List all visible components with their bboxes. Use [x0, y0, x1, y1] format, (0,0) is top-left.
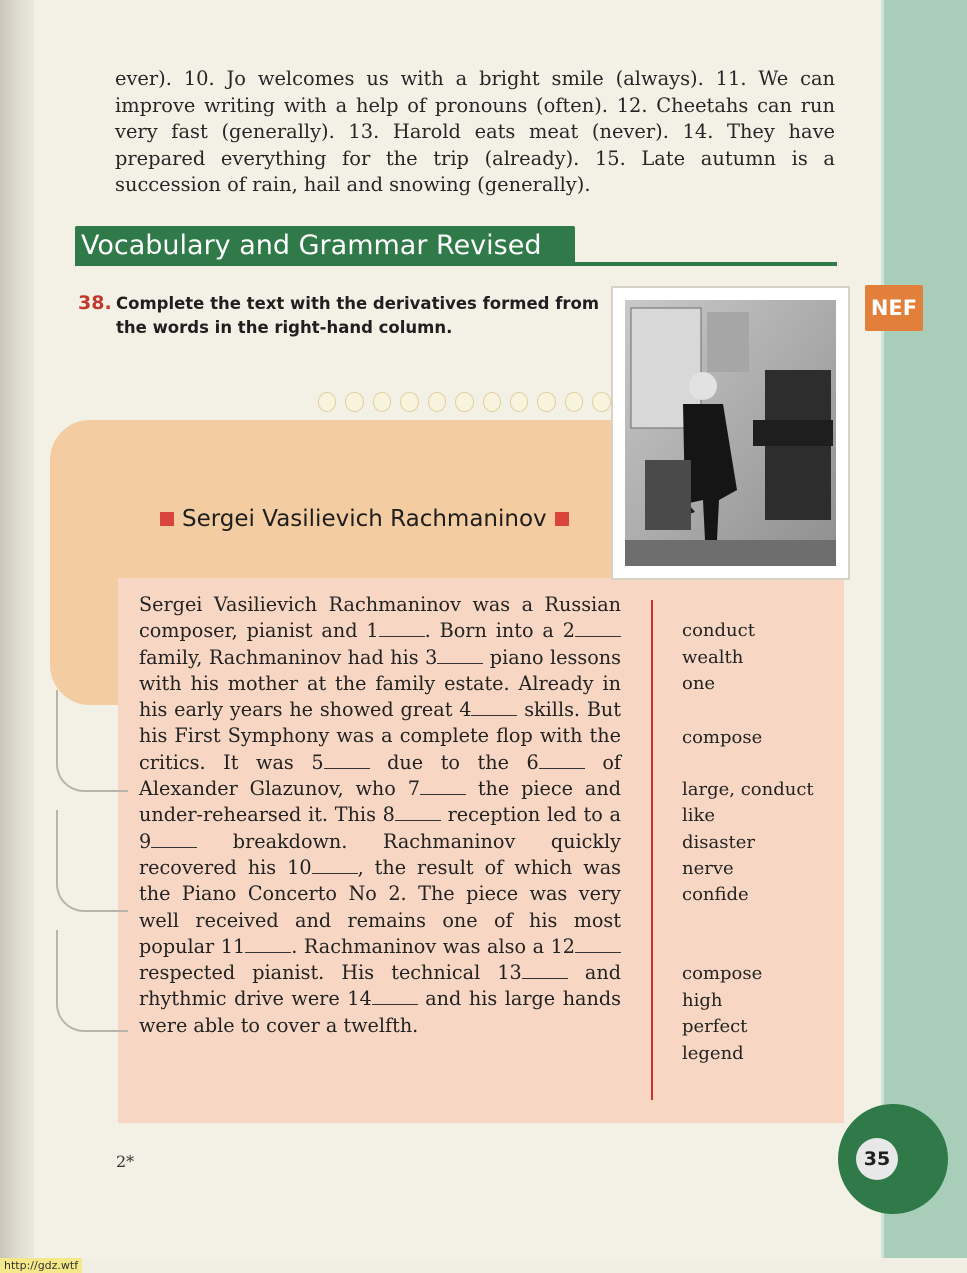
decorative-tab — [56, 810, 128, 912]
word-item: high — [682, 990, 723, 1011]
panel-title — [160, 506, 569, 532]
gap-6[interactable] — [539, 751, 585, 769]
column-divider — [651, 600, 653, 1100]
exercise-number: 38. — [78, 292, 112, 314]
decorative-tab — [56, 930, 128, 1032]
gap-2[interactable] — [575, 619, 621, 637]
word-item: perfect — [682, 1016, 748, 1037]
source-link[interactable]: http://gdz.wtf — [0, 1258, 82, 1273]
word-item: legend — [682, 1043, 744, 1064]
word-item: large, conduct — [682, 779, 814, 800]
rachmaninov-photo — [613, 288, 848, 578]
book-binding-shadow — [0, 0, 34, 1258]
page-number: 35 — [856, 1138, 898, 1180]
section-title: Vocabulary and Grammar Revised — [75, 226, 575, 266]
square-bullet-icon — [160, 512, 174, 526]
gap-3[interactable] — [437, 645, 483, 663]
exercise-instruction: Complete the text with the derivatives formed from the words in the right-hand column. — [116, 294, 600, 337]
panel-title-text: Sergei Vasilievich Rachmaninov — [182, 506, 547, 532]
side-color-band — [884, 0, 967, 1258]
gap-4[interactable] — [471, 698, 517, 716]
previous-exercise-text: ever). 10. Jo welcomes us with a bright smile (always). 11. We can improve writing with a help of pronouns (often). 12. Cheetahs can run very fast (generally). 13. Harold eats meat (never). 14. They have prepared everything for the trip (already). 15. Late autumn is a succession of rain, hail and snowing (generally). — [115, 67, 835, 197]
gap-14[interactable] — [372, 987, 418, 1005]
decorative-tab — [56, 690, 128, 792]
gap-8[interactable] — [395, 803, 441, 821]
rachmaninov-text: Sergei Vasilievich Rachmaninov was a Russian composer, pianist and 1 . Born into a 2 family, Rachmaninov had his 3 piano lessons with his mother at the family estate. Already in his early years he showed great 4 skills. But his First Symphony was a complete flop with the critics. It was 5 due to the 6 of Alexander Glazunov, who 7 the piece and under-rehearsed it. This 8 reception led to a 9 breakdown. Rachmaninov quickly recovered his 10 , the result of which was the Piano Concerto No 2. The piece was very well received and remains one of his most popular 11 . Rachmaninov was also a 12 respected pianist. His technical 13 and rhythmic drive were 14 and his large hands were able to cover a twelfth. — [139, 593, 621, 1037]
gap-13[interactable] — [522, 961, 568, 979]
word-item: conduct — [682, 620, 755, 641]
word-item: disaster — [682, 832, 755, 853]
word-item: compose — [682, 727, 763, 748]
gap-7[interactable] — [420, 777, 466, 795]
word-item: nerve — [682, 858, 734, 879]
decorative-dots — [318, 392, 638, 414]
square-bullet-icon — [555, 512, 569, 526]
word-item: wealth — [682, 647, 744, 668]
word-item: compose — [682, 963, 763, 984]
gap-10[interactable] — [312, 856, 358, 874]
word-item: like — [682, 805, 716, 826]
gap-11[interactable] — [245, 935, 291, 953]
gap-9[interactable] — [151, 829, 197, 847]
word-item: one — [682, 673, 716, 694]
gap-5[interactable] — [324, 751, 370, 769]
photo-image — [625, 300, 836, 566]
signature-mark: 2* — [116, 1152, 135, 1171]
gap-12[interactable] — [575, 935, 621, 953]
nef-badge: NEF — [865, 285, 923, 331]
word-item: confide — [682, 884, 749, 905]
gap-1[interactable] — [379, 619, 425, 637]
section-underline — [75, 262, 837, 266]
